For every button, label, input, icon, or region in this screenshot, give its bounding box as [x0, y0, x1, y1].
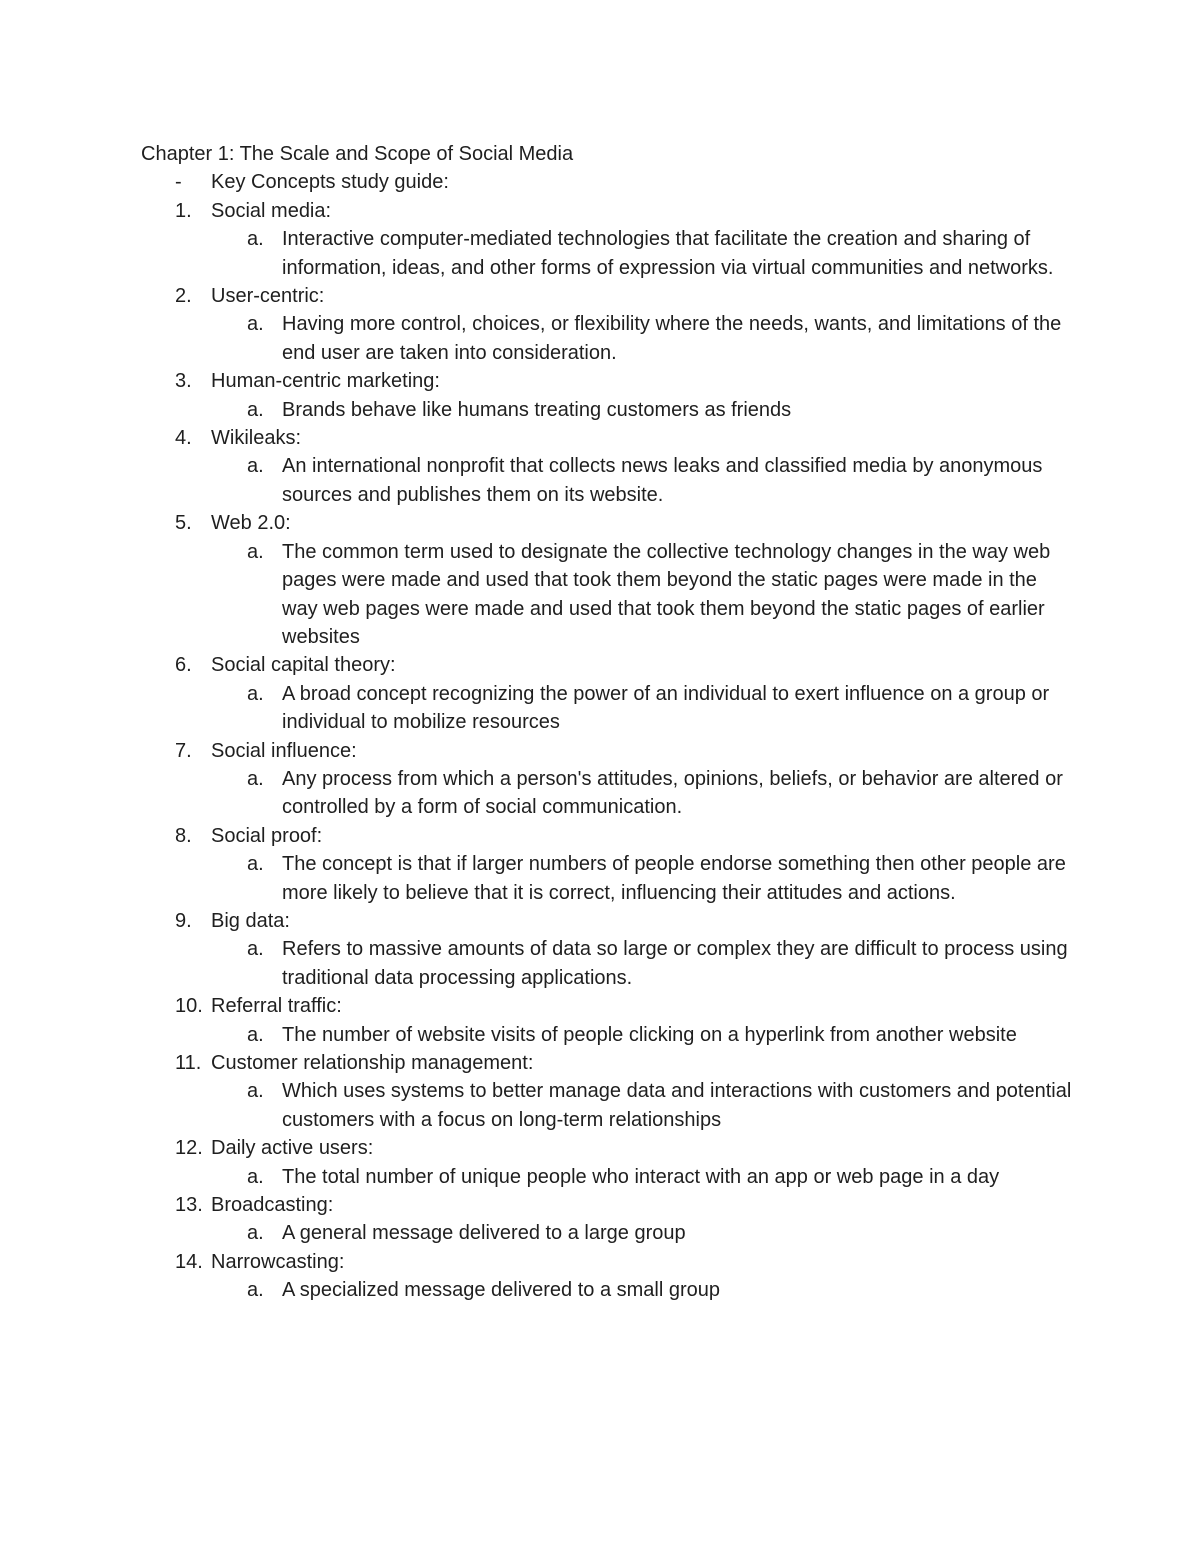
item-number: 4. [175, 427, 192, 450]
definition-text: Brands behave like humans treating customers as friends [282, 398, 792, 421]
item-number: 8. [175, 824, 192, 847]
term-label: Customer relationship management: [211, 1052, 534, 1074]
definition-row [141, 935, 1081, 992]
term-label: Narrowcasting: [211, 1250, 345, 1273]
sub-item-marker: a. [247, 1222, 264, 1245]
term-label: Social capital theory: [211, 654, 396, 677]
list-item [141, 509, 1081, 651]
definition-row [141, 765, 1081, 822]
item-number: 13. [175, 1194, 203, 1217]
definition-row [141, 680, 1081, 737]
term-row [141, 1049, 1081, 1077]
list-item [141, 424, 1081, 509]
term-row [141, 1248, 1081, 1276]
term-label: Daily active users: [211, 1137, 374, 1160]
sub-item-marker: a. [247, 938, 264, 961]
list-item [141, 992, 1081, 1049]
definition-text: A broad concept recognizing the power of an individual to exert influence on a group or individual to mobilize resources [282, 682, 1050, 734]
term-row [141, 509, 1081, 537]
definition-row [141, 1021, 1081, 1049]
item-number: 12. [175, 1137, 203, 1160]
term-row [141, 282, 1081, 310]
sub-item-marker: a. [247, 1023, 264, 1046]
list-item [141, 197, 1081, 282]
item-number: 9. [175, 909, 192, 932]
definition-text: The total number of unique people who interact with an app or web page in a day [282, 1165, 1000, 1188]
sub-item-marker: a. [247, 455, 264, 478]
definition-row [141, 1219, 1081, 1247]
definition-row [141, 452, 1081, 509]
definition-text: Which uses systems to better manage data and interactions with customers and potential customers with a focus on long-term relationships [282, 1080, 1072, 1131]
item-number: 5. [175, 512, 192, 535]
term-row [141, 367, 1081, 395]
list-item [141, 282, 1081, 367]
item-number: 14. [175, 1250, 203, 1273]
list-item [141, 1248, 1081, 1305]
sub-item-marker: a. [247, 767, 264, 790]
definition-row [141, 1163, 1081, 1191]
definition-row [141, 1276, 1081, 1304]
item-number: 7. [175, 739, 192, 762]
list-item [141, 822, 1081, 907]
term-label: Web 2.0: [211, 512, 291, 535]
term-row [141, 651, 1081, 679]
document-body [141, 140, 1081, 1305]
definition-text: An international nonprofit that collects news leaks and classified media by anonymous sources and publishes them on its website. [282, 455, 1043, 506]
definition-row [141, 396, 1081, 424]
dash-marker: - [175, 171, 182, 194]
term-row [141, 822, 1081, 850]
term-row [141, 907, 1081, 935]
term-row [141, 992, 1081, 1020]
concept-list [141, 197, 1081, 1305]
term-label: Social proof: [211, 824, 323, 847]
term-row [141, 737, 1081, 765]
item-number: 1. [175, 199, 192, 222]
item-number: 3. [175, 370, 192, 393]
definition-text: A specialized message delivered to a small group [282, 1279, 721, 1302]
list-item [141, 737, 1081, 822]
term-label: Referral traffic: [211, 995, 342, 1018]
sub-item-marker: a. [247, 1165, 264, 1188]
term-label: User-centric: [211, 285, 325, 308]
definition-row [141, 538, 1081, 652]
page-title: Chapter 1: The Scale and Scope of Social Media [141, 143, 574, 165]
term-row [141, 424, 1081, 452]
sub-item-marker: a. [247, 398, 264, 421]
sub-item-marker: a. [247, 540, 264, 563]
intro-line [141, 168, 1081, 196]
definition-text: Having more control, choices, or flexibility where the needs, wants, and limitations of the end user are taken into consideration. [282, 313, 1062, 364]
term-label: Wikileaks: [211, 427, 302, 450]
term-label: Social influence: [211, 739, 357, 762]
sub-item-marker: a. [247, 682, 264, 705]
definition-text: Refers to massive amounts of data so large or complex they are difficult to process using traditional data processing applications. [282, 938, 1068, 989]
list-item [141, 367, 1081, 424]
definition-row [141, 1077, 1081, 1134]
item-number: 2. [175, 285, 192, 308]
term-row [141, 1191, 1081, 1219]
intro-text: Key Concepts study guide: [211, 171, 449, 194]
list-item [141, 1191, 1081, 1248]
list-item [141, 1134, 1081, 1191]
term-label: Human-centric marketing: [211, 370, 440, 393]
definition-text: A general message delivered to a large group [282, 1222, 686, 1245]
term-label: Social media: [211, 199, 332, 222]
definition-row [141, 850, 1081, 907]
definition-text: Interactive computer-mediated technologies that facilitate the creation and sharing of information, ideas, and other forms of expression via virtual communities and networks. [282, 228, 1054, 279]
sub-item-marker: a. [247, 228, 264, 251]
item-number: 6. [175, 654, 192, 677]
sub-item-marker: a. [247, 313, 264, 336]
definition-row [141, 225, 1081, 282]
term-row [141, 1134, 1081, 1162]
term-label: Big data: [211, 909, 290, 932]
definition-row [141, 310, 1081, 367]
definition-text: The common term used to designate the collective technology changes in the way web pages were made and used that took them beyond the static pages were made in the way web pages were made and used that took them beyond the static pages of earlier websites [282, 540, 1051, 648]
term-row [141, 197, 1081, 225]
definition-text: Any process from which a person's attitudes, opinions, beliefs, or behavior are altered or controlled by a form of social communication. [282, 767, 1063, 819]
term-label: Broadcasting: [211, 1194, 334, 1217]
sub-item-marker: a. [247, 1080, 264, 1103]
item-number: 11. [175, 1052, 202, 1074]
list-item [141, 1049, 1081, 1134]
item-number: 10. [175, 995, 203, 1018]
list-item [141, 907, 1081, 992]
sub-item-marker: a. [247, 1279, 264, 1302]
sub-item-marker: a. [247, 853, 264, 876]
definition-text: The concept is that if larger numbers of people endorse something then other people are more likely to believe that it is correct, influencing their attitudes and actions. [282, 853, 1066, 904]
list-item [141, 651, 1081, 736]
definition-text: The number of website visits of people clicking on a hyperlink from another website [282, 1023, 1017, 1046]
